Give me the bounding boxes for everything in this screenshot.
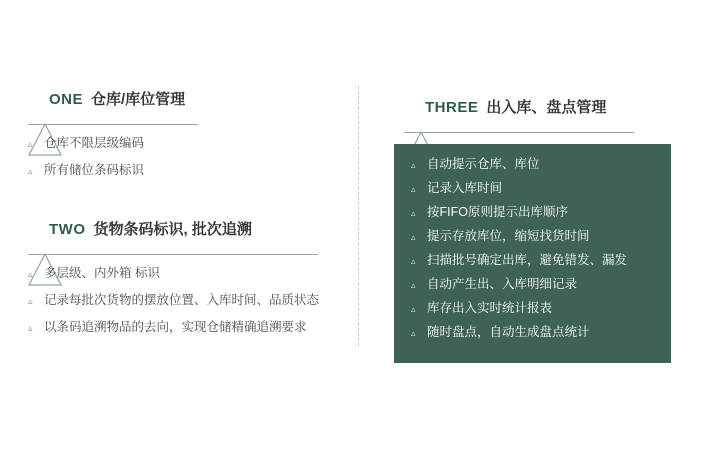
list-item [28, 293, 318, 308]
list-item [28, 320, 318, 335]
list-item-label: 以条码追溯物品的去向，实现仓储精确追溯要求 [44, 320, 307, 334]
list-item [411, 301, 671, 316]
list-item [411, 277, 671, 292]
bullet-marker-icon: ▵ [28, 296, 33, 306]
section-two [28, 218, 318, 347]
list-item-label: 随时盘点，自动生成盘点统计 [427, 325, 590, 339]
list-item-label: 按FIFO原则提示出库顺序 [427, 205, 568, 219]
list-item-label: 仓库不限层级编码 [44, 136, 145, 150]
section-one-number: ONE [49, 91, 84, 108]
list-item-label: 自动提示仓库、库位 [427, 157, 540, 171]
list-item-label: 记录每批次货物的摆放位置、入库时间、品质状态 [44, 293, 320, 307]
list-item [411, 157, 671, 172]
bullet-marker-icon: ▵ [411, 280, 416, 290]
list-item [411, 205, 671, 220]
section-three-panel [394, 144, 671, 363]
list-item [411, 253, 671, 268]
vertical-divider [358, 86, 359, 346]
bullet-marker-icon: ▵ [411, 208, 416, 218]
section-three-heading [404, 96, 634, 130]
bullet-marker-icon: ▵ [411, 328, 416, 338]
bullet-marker-icon: ▵ [28, 166, 33, 176]
list-item-label: 记录入库时间 [427, 181, 503, 195]
section-two-number: TWO [49, 221, 86, 238]
list-item-label: 提示存放库位，缩短找货时间 [427, 229, 590, 243]
section-two-title: 货物条码标识, 批次追溯 [93, 221, 252, 238]
list-item-label: 多层级、内外箱 标识 [44, 266, 160, 280]
section-one [28, 88, 198, 190]
list-item-label: 自动产生出、入库明细记录 [427, 277, 578, 291]
section-three-rule [404, 132, 634, 133]
section-two-heading [28, 218, 318, 252]
list-item [28, 266, 318, 281]
list-item [411, 325, 671, 340]
section-three [404, 96, 634, 133]
list-item [28, 163, 198, 178]
list-item-label: 扫描批号确定出库，避免错发、漏发 [427, 253, 628, 267]
list-item [411, 229, 671, 244]
bullet-marker-icon: ▵ [28, 139, 33, 149]
bullet-marker-icon: ▵ [28, 323, 33, 333]
section-one-heading [28, 88, 198, 122]
bullet-marker-icon: ▵ [411, 256, 416, 266]
section-three-list [394, 157, 671, 340]
bullet-marker-icon: ▵ [411, 184, 416, 194]
bullet-marker-icon: ▵ [411, 232, 416, 242]
section-one-list [28, 136, 198, 178]
bullet-marker-icon: ▵ [28, 269, 33, 279]
list-item [28, 136, 198, 151]
bullet-marker-icon: ▵ [411, 304, 416, 314]
section-three-number: THREE [425, 99, 479, 116]
section-two-list [28, 266, 318, 335]
section-one-title: 仓库/库位管理 [91, 91, 186, 108]
section-three-title: 出入库、盘点管理 [486, 99, 607, 116]
list-item-label: 库存出入实时统计报表 [427, 301, 553, 315]
list-item-label: 所有储位条码标识 [44, 163, 145, 177]
section-two-rule [28, 254, 318, 255]
bullet-marker-icon: ▵ [411, 160, 416, 170]
list-item [411, 181, 671, 196]
